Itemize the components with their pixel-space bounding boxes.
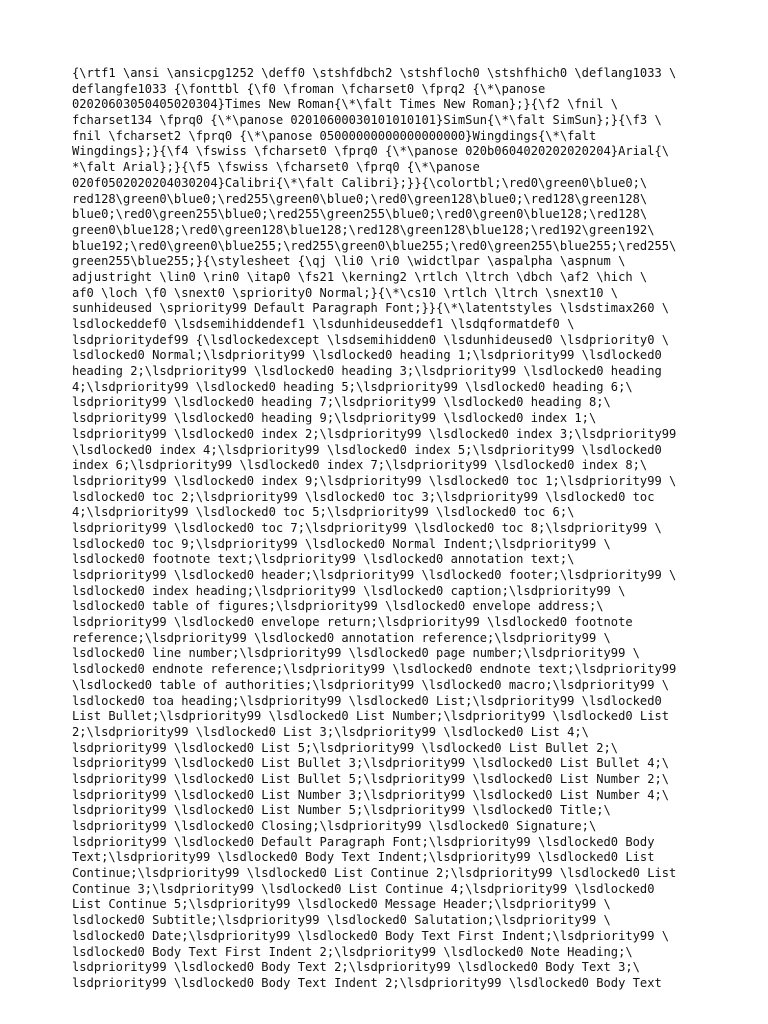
text-line: lsdpriority99 \lsdlocked0 List Number 3;\lsdpriority99 \lsdlocked0 List Number 4;\ [72, 787, 670, 802]
text-line: List Continue 5;\lsdpriority99 \lsdlocked0 Message Header;\lsdpriority99 \ [72, 897, 611, 912]
text-line: lsdlocked0 toc 2;\lsdpriority99 \lsdlocked0 toc 3;\lsdpriority99 \lsdlocked0 toc [72, 489, 655, 504]
text-line: lsdlocked0 endnote reference;\lsdpriority99 \lsdlocked0 endnote text;\lsdpriority99 [72, 662, 677, 677]
text-line: lsdprioritydef99 {\lsdlockedexcept \lsdsemihidden0 \lsdunhideused0 \lsdpriority0 \ [72, 332, 670, 347]
text-line: 02020603050405020304}Times New Roman{\*\falt Times New Roman};}{\f2 \fnil \ [72, 97, 619, 112]
text-line: \lsdlocked0 table of authorities;\lsdpriority99 \lsdlocked0 macro;\lsdpriority99 \ [72, 677, 670, 692]
text-line: lsdpriority99 \lsdlocked0 List Bullet 5;\lsdpriority99 \lsdlocked0 List Number 2;\ [72, 771, 670, 786]
text-line: lsdpriority99 \lsdlocked0 index 2;\lsdpriority99 \lsdlocked0 index 3;\lsdpriority99 [72, 426, 677, 441]
text-line: \lsdlocked0 index 4;\lsdpriority99 \lsdlocked0 index 5;\lsdpriority99 \lsdlocked0 [72, 442, 662, 457]
text-line: lsdpriority99 \lsdlocked0 envelope return;\lsdpriority99 \lsdlocked0 footnote [72, 615, 633, 630]
text-line: Continue 3;\lsdpriority99 \lsdlocked0 List Continue 4;\lsdpriority99 \lsdlocked0 [72, 881, 655, 896]
text-line: lsdlocked0 Subtitle;\lsdpriority99 \lsdlocked0 Salutation;\lsdpriority99 \ [72, 913, 611, 928]
text-line: sunhideused \spriority99 Default Paragraph Font;}}{\*\latentstyles \lsdstimax260 \ [72, 301, 670, 316]
text-line: lsdlocked0 Normal;\lsdpriority99 \lsdlocked0 heading 1;\lsdpriority99 \lsdlocked0 [72, 348, 662, 363]
text-line: lsdlocked0 Date;\lsdpriority99 \lsdlocked0 Body Text First Indent;\lsdpriority99 \ [72, 928, 670, 943]
text-line: lsdpriority99 \lsdlocked0 Default Paragraph Font;\lsdpriority99 \lsdlocked0 Body [72, 834, 655, 849]
text-line: lsdpriority99 \lsdlocked0 List Bullet 3;\lsdpriority99 \lsdlocked0 List Bullet 4;\ [72, 756, 670, 771]
text-line: lsdpriority99 \lsdlocked0 List 5;\lsdpriority99 \lsdlocked0 List Bullet 2;\ [72, 740, 619, 755]
text-line: lsdlocked0 table of figures;\lsdpriority99 \lsdlocked0 envelope address;\ [72, 599, 604, 614]
text-line: lsdpriority99 \lsdlocked0 Body Text Indent 2;\lsdpriority99 \lsdlocked0 Body Text [72, 975, 662, 990]
text-line: {\rtf1 \ansi \ansicpg1252 \deff0 \stshfdbch2 \stshfloch0 \stshfhich0 \deflang1033 \ [72, 66, 677, 80]
text-line: lsdlocked0 toc 9;\lsdpriority99 \lsdlocked0 Normal Indent;\lsdpriority99 \ [72, 536, 611, 551]
text-line: Wingdings};}{\f4 \fswiss \fcharset0 \fprq0 {\*\panose 020b0604020202020204}Arial{\ [72, 144, 670, 159]
text-line: blue0;\red0\green255\blue0;\red255\green255\blue0;\red0\green0\blue128;\red128\ [72, 207, 648, 222]
text-line: lsdpriority99 \lsdlocked0 toc 7;\lsdpriority99 \lsdlocked0 toc 8;\lsdpriority99 \ [72, 520, 662, 535]
text-line: Continue;\lsdpriority99 \lsdlocked0 List Continue 2;\lsdpriority99 \lsdlocked0 List [72, 866, 677, 881]
text-line: lsdpriority99 \lsdlocked0 heading 7;\lsdpriority99 \lsdlocked0 heading 8;\ [72, 395, 611, 410]
text-line: 4;\lsdpriority99 \lsdlocked0 toc 5;\lsdpriority99 \lsdlocked0 toc 6;\ [72, 505, 575, 520]
text-line: deflangfe1033 {\fonttbl {\f0 \froman \fcharset0 \fprq2 {\*\panose [72, 81, 546, 96]
text-line: lsdpriority99 \lsdlocked0 header;\lsdpriority99 \lsdlocked0 footer;\lsdpriority99 \ [72, 568, 677, 582]
text-line: reference;\lsdpriority99 \lsdlocked0 annotation reference;\lsdpriority99 \ [72, 630, 611, 645]
text-line: lsdpriority99 \lsdlocked0 heading 9;\lsdpriority99 \lsdlocked0 index 1;\ [72, 411, 597, 426]
text-line: *\falt Arial};}{\f5 \fswiss \fcharset0 \fprq0 {\*\panose [72, 160, 480, 175]
text-line: List Bullet;\lsdpriority99 \lsdlocked0 List Number;\lsdpriority99 \lsdlocked0 List [72, 709, 670, 724]
text-line: heading 2;\lsdpriority99 \lsdlocked0 heading 3;\lsdpriority99 \lsdlocked0 heading [72, 364, 662, 379]
text-line: lsdpriority99 \lsdlocked0 List Number 5;\lsdpriority99 \lsdlocked0 Title;\ [72, 803, 611, 818]
text-line: lsdlocked0 footnote text;\lsdpriority99 \lsdlocked0 annotation text;\ [72, 552, 575, 567]
text-line: af0 \loch \f0 \snext0 \spriority0 Normal;}{\*\cs10 \rtlch \ltrch \snext10 \ [72, 285, 619, 300]
text-line: lsdlocked0 Body Text First Indent 2;\lsdpriority99 \lsdlocked0 Note Heading;\ [72, 944, 633, 959]
text-line: Text;\lsdpriority99 \lsdlocked0 Body Text Indent;\lsdpriority99 \lsdlocked0 List [72, 850, 655, 865]
text-line: fcharset134 \fprq0 {\*\panose 02010600030101010101}SimSun{\*\falt SimSun};}{\f3 \ [72, 113, 662, 128]
text-line: lsdpriority99 \lsdlocked0 Body Text 2;\lsdpriority99 \lsdlocked0 Body Text 3;\ [72, 960, 640, 975]
text-line: red128\green0\blue0;\red255\green0\blue0;\red0\green128\blue0;\red128\green128\ [72, 191, 648, 206]
text-line: lsdpriority99 \lsdlocked0 index 9;\lsdpriority99 \lsdlocked0 toc 1;\lsdpriority99 \ [72, 473, 677, 488]
text-line: 4;\lsdpriority99 \lsdlocked0 heading 5;\lsdpriority99 \lsdlocked0 heading 6;\ [72, 379, 633, 394]
text-line: blue192;\red0\green0\blue255;\red255\green0\blue255;\red0\green255\blue255;\red255\ [72, 238, 677, 253]
text-line: lsdlocked0 line number;\lsdpriority99 \lsdlocked0 page number;\lsdpriority99 \ [72, 646, 640, 661]
text-line: lsdlockeddef0 \lsdsemihiddendef1 \lsdunhideuseddef1 \lsdqformatdef0 \ [72, 317, 575, 331]
rtf-source-text [72, 66, 702, 992]
text-line: green255\blue255;}{\stylesheet {\qj \li0 \ri0 \widctlpar \aspalpha \aspnum \ [72, 254, 626, 269]
text-line: 2;\lsdpriority99 \lsdlocked0 List 3;\lsdpriority99 \lsdlocked0 List 4;\ [72, 724, 589, 739]
text-line: lsdlocked0 toa heading;\lsdpriority99 \lsdlocked0 List;\lsdpriority99 \lsdlocked0 [72, 693, 662, 708]
text-line: lsdlocked0 index heading;\lsdpriority99 \lsdlocked0 caption;\lsdpriority99 \ [72, 583, 626, 598]
text-line: lsdpriority99 \lsdlocked0 Closing;\lsdpriority99 \lsdlocked0 Signature;\ [72, 819, 597, 833]
text-line: 020f0502020204030204}Calibri{\*\falt Calibri};}}{\colortbl;\red0\green0\blue0;\ [72, 175, 648, 190]
text-line: fnil \fcharset2 \fprq0 {\*\panose 05000000000000000000}Wingdings{\*\falt [72, 128, 597, 143]
text-line: green0\blue128;\red0\green128\blue128;\red128\green128\blue128;\red192\green192\ [72, 222, 655, 237]
text-line: adjustright \lin0 \rin0 \itap0 \fs21 \kerning2 \rtlch \ltrch \dbch \af2 \hich \ [72, 269, 648, 284]
text-line: index 6;\lsdpriority99 \lsdlocked0 index 7;\lsdpriority99 \lsdlocked0 index 8;\ [72, 458, 648, 473]
